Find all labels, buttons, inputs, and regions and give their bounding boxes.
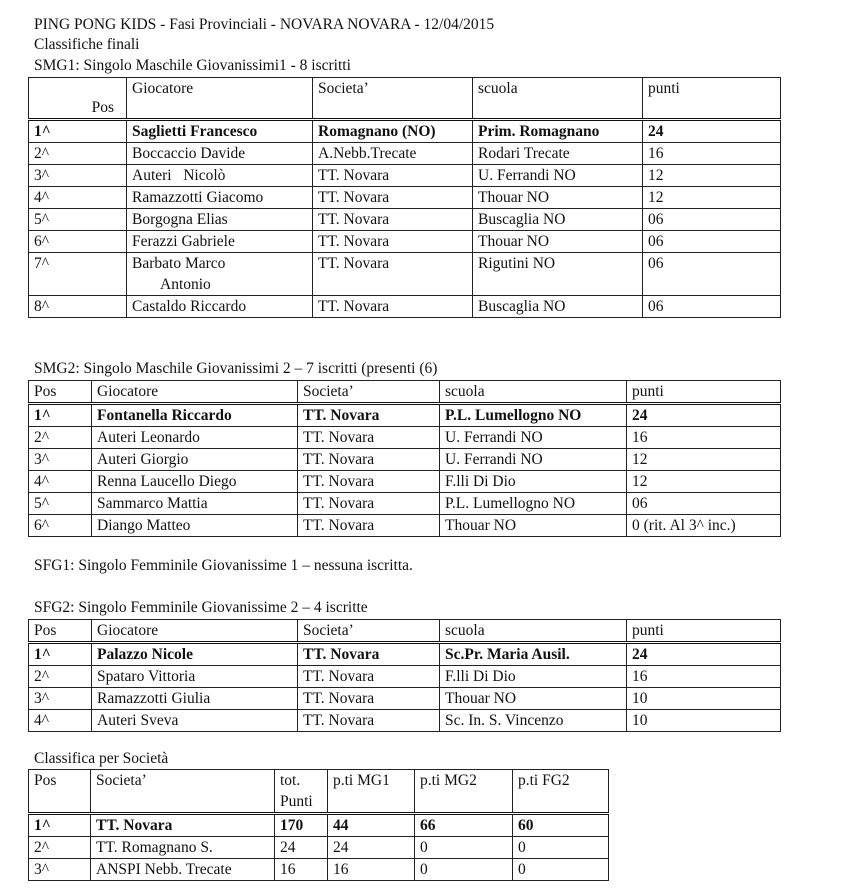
cell-mg2: 0 bbox=[415, 859, 513, 881]
cell-points: 06 bbox=[627, 493, 781, 515]
cell-school: F.lli Di Dio bbox=[440, 666, 627, 688]
header-school: scuola bbox=[440, 381, 627, 404]
smg1-title: SMG1: Singolo Maschile Giovanissimi1 - 8 iscritti bbox=[34, 57, 351, 74]
cell-pos: 1^ bbox=[29, 643, 92, 666]
table-row bbox=[29, 120, 781, 143]
header-club: Societa’ bbox=[298, 381, 440, 404]
cell-player: Boccaccio Davide bbox=[127, 143, 313, 165]
cell-school: Thouar NO bbox=[440, 688, 627, 710]
cell-school: P.L. Lumellogno NO bbox=[440, 493, 627, 515]
cell-mg2: 66 bbox=[415, 814, 513, 837]
header-club: Societa’ bbox=[298, 620, 440, 643]
table-header-row bbox=[29, 381, 781, 404]
table-row bbox=[29, 143, 781, 165]
cell-school: Thouar NO bbox=[473, 187, 643, 209]
cell-mg1: 16 bbox=[328, 859, 415, 881]
cell-school: Prim. Romagnano bbox=[473, 120, 643, 143]
clubs-title: Classifica per Società bbox=[34, 750, 169, 767]
cell-points: 10 bbox=[627, 710, 781, 732]
header-total-line1: tot. bbox=[280, 772, 301, 789]
cell-player: Auteri Sveva bbox=[92, 710, 298, 732]
sfg2-table bbox=[28, 619, 781, 732]
cell-mg2: 0 bbox=[415, 837, 513, 859]
table-row bbox=[29, 427, 781, 449]
cell-pos: 2^ bbox=[29, 427, 92, 449]
cell-points: 0 (rit. Al 3^ inc.) bbox=[627, 515, 781, 537]
player-first-line: Barbato Marco bbox=[132, 255, 226, 272]
cell-mg1: 24 bbox=[328, 837, 415, 859]
cell-pos: 5^ bbox=[29, 209, 127, 231]
cell-player: Borgogna Elias bbox=[127, 209, 313, 231]
cell-pos: 2^ bbox=[29, 666, 92, 688]
cell-school: Rigutini NO bbox=[473, 253, 643, 296]
table-header-row bbox=[29, 620, 781, 643]
table-row bbox=[29, 231, 781, 253]
header-mg2: p.ti MG2 bbox=[415, 770, 513, 814]
cell-school: U. Ferrandi NO bbox=[473, 165, 643, 187]
cell-points: 06 bbox=[643, 231, 781, 253]
cell-player: Saglietti Francesco bbox=[127, 120, 313, 143]
table-row bbox=[29, 837, 609, 859]
table-row bbox=[29, 253, 781, 296]
table-row bbox=[29, 814, 609, 837]
cell-school: U. Ferrandi NO bbox=[440, 449, 627, 471]
smg1-table bbox=[28, 77, 781, 318]
header-pos: Pos bbox=[29, 620, 92, 643]
header-pos: Pos bbox=[29, 381, 92, 404]
cell-mg1: 44 bbox=[328, 814, 415, 837]
cell-pos: 2^ bbox=[29, 143, 127, 165]
header-fg2: p.ti FG2 bbox=[513, 770, 609, 814]
table-row bbox=[29, 710, 781, 732]
header-total bbox=[275, 770, 328, 814]
cell-club: TT. Novara bbox=[313, 231, 473, 253]
cell-player: Auteri Nicolò bbox=[127, 165, 313, 187]
header-player: Giocatore bbox=[92, 620, 298, 643]
cell-club: TT. Novara bbox=[298, 666, 440, 688]
cell-pos: 2^ bbox=[29, 837, 91, 859]
header-points: punti bbox=[643, 78, 781, 120]
cell-player: Sammarco Mattia bbox=[92, 493, 298, 515]
cell-school: Sc.Pr. Maria Ausil. bbox=[440, 643, 627, 666]
cell-school: Thouar NO bbox=[473, 231, 643, 253]
cell-player: Renna Laucello Diego bbox=[92, 471, 298, 493]
cell-pos: 1^ bbox=[29, 120, 127, 143]
cell-school: F.lli Di Dio bbox=[440, 471, 627, 493]
cell-school: Buscaglia NO bbox=[473, 209, 643, 231]
cell-pos: 5^ bbox=[29, 493, 92, 515]
cell-pos: 4^ bbox=[29, 187, 127, 209]
header-points: punti bbox=[627, 620, 781, 643]
cell-club: TT. Novara bbox=[298, 710, 440, 732]
cell-club: TT. Novara bbox=[298, 515, 440, 537]
cell-club: TT. Novara bbox=[91, 814, 275, 837]
table-row bbox=[29, 515, 781, 537]
cell-points: 12 bbox=[643, 187, 781, 209]
cell-player: Palazzo Nicole bbox=[92, 643, 298, 666]
cell-club: Romagnano (NO) bbox=[313, 120, 473, 143]
cell-club: TT. Novara bbox=[298, 427, 440, 449]
cell-pos: 4^ bbox=[29, 471, 92, 493]
header-mg1: p.ti MG1 bbox=[328, 770, 415, 814]
table-row bbox=[29, 296, 781, 318]
header-pos: Pos bbox=[29, 78, 127, 120]
cell-points: 10 bbox=[627, 688, 781, 710]
cell-points: 06 bbox=[643, 296, 781, 318]
cell-player: Diango Matteo bbox=[92, 515, 298, 537]
cell-total: 24 bbox=[275, 837, 328, 859]
cell-pos: 3^ bbox=[29, 859, 91, 881]
header-player: Giocatore bbox=[92, 381, 298, 404]
cell-club: TT. Novara bbox=[313, 296, 473, 318]
cell-fg2: 60 bbox=[513, 814, 609, 837]
cell-school: Buscaglia NO bbox=[473, 296, 643, 318]
cell-points: 06 bbox=[643, 253, 781, 296]
sfg2-title: SFG2: Singolo Femminile Giovanissime 2 – 4 iscritte bbox=[34, 599, 368, 616]
smg2-title: SMG2: Singolo Maschile Giovanissimi 2 – 7 iscritti (presenti (6) bbox=[34, 360, 438, 377]
cell-player: Castaldo Riccardo bbox=[127, 296, 313, 318]
cell-school: P.L. Lumellogno NO bbox=[440, 404, 627, 427]
cell-pos: 4^ bbox=[29, 710, 92, 732]
cell-points: 24 bbox=[643, 120, 781, 143]
player-second-line: Antonio bbox=[160, 276, 211, 293]
cell-total: 170 bbox=[275, 814, 328, 837]
document-subtitle: Classifiche finali bbox=[34, 36, 140, 53]
table-row bbox=[29, 471, 781, 493]
cell-fg2: 0 bbox=[513, 859, 609, 881]
sfg1-title: SFG1: Singolo Femminile Giovanissime 1 – nessuna iscritta. bbox=[34, 557, 413, 574]
header-school: scuola bbox=[473, 78, 643, 120]
cell-club: TT. Novara bbox=[298, 493, 440, 515]
header-player: Giocatore bbox=[127, 78, 313, 120]
cell-pos: 6^ bbox=[29, 515, 92, 537]
cell-player: Auteri Leonardo bbox=[92, 427, 298, 449]
table-row bbox=[29, 643, 781, 666]
cell-player bbox=[127, 253, 313, 296]
cell-points: 12 bbox=[627, 471, 781, 493]
cell-club: TT. Novara bbox=[313, 165, 473, 187]
cell-club: TT. Novara bbox=[298, 643, 440, 666]
cell-fg2: 0 bbox=[513, 837, 609, 859]
cell-school: Rodari Trecate bbox=[473, 143, 643, 165]
header-club: Societa’ bbox=[313, 78, 473, 120]
table-header-row bbox=[29, 770, 609, 814]
cell-school: Thouar NO bbox=[440, 515, 627, 537]
table-row bbox=[29, 187, 781, 209]
cell-player: Fontanella Riccardo bbox=[92, 404, 298, 427]
cell-points: 16 bbox=[627, 666, 781, 688]
cell-player: Spataro Vittoria bbox=[92, 666, 298, 688]
table-row bbox=[29, 404, 781, 427]
table-header-row bbox=[29, 78, 781, 120]
cell-club: TT. Novara bbox=[313, 253, 473, 296]
header-club: Societa’ bbox=[91, 770, 275, 814]
cell-club: TT. Novara bbox=[298, 404, 440, 427]
cell-club: A.Nebb.Trecate bbox=[313, 143, 473, 165]
cell-total: 16 bbox=[275, 859, 328, 881]
table-row bbox=[29, 688, 781, 710]
cell-club: TT. Novara bbox=[313, 209, 473, 231]
table-row bbox=[29, 666, 781, 688]
smg2-table bbox=[28, 380, 781, 537]
cell-player: Ramazzotti Giulia bbox=[92, 688, 298, 710]
table-row bbox=[29, 209, 781, 231]
cell-club: ANSPI Nebb. Trecate bbox=[91, 859, 275, 881]
clubs-table bbox=[28, 769, 609, 881]
cell-player: Auteri Giorgio bbox=[92, 449, 298, 471]
cell-points: 16 bbox=[643, 143, 781, 165]
cell-pos: 3^ bbox=[29, 165, 127, 187]
cell-pos: 7^ bbox=[29, 253, 127, 296]
cell-points: 12 bbox=[643, 165, 781, 187]
cell-player: Ramazzotti Giacomo bbox=[127, 187, 313, 209]
header-pos: Pos bbox=[29, 770, 91, 814]
cell-school: Sc. In. S. Vincenzo bbox=[440, 710, 627, 732]
header-total-line2: Punti bbox=[280, 793, 313, 810]
cell-club: TT. Novara bbox=[298, 449, 440, 471]
cell-pos: 3^ bbox=[29, 688, 92, 710]
cell-pos: 3^ bbox=[29, 449, 92, 471]
cell-points: 12 bbox=[627, 449, 781, 471]
cell-player: Ferazzi Gabriele bbox=[127, 231, 313, 253]
cell-points: 24 bbox=[627, 643, 781, 666]
cell-club: TT. Romagnano S. bbox=[91, 837, 275, 859]
cell-points: 24 bbox=[627, 404, 781, 427]
cell-pos: 6^ bbox=[29, 231, 127, 253]
cell-points: 06 bbox=[643, 209, 781, 231]
cell-club: TT. Novara bbox=[298, 471, 440, 493]
table-row bbox=[29, 859, 609, 881]
cell-school: U. Ferrandi NO bbox=[440, 427, 627, 449]
table-row bbox=[29, 449, 781, 471]
cell-club: TT. Novara bbox=[313, 187, 473, 209]
cell-pos: 1^ bbox=[29, 404, 92, 427]
document-title: PING PONG KIDS - Fasi Provinciali - NOVARA NOVARA - 12/04/2015 bbox=[34, 16, 495, 33]
header-points: punti bbox=[627, 381, 781, 404]
cell-pos: 8^ bbox=[29, 296, 127, 318]
cell-points: 16 bbox=[627, 427, 781, 449]
header-school: scuola bbox=[440, 620, 627, 643]
cell-club: TT. Novara bbox=[298, 688, 440, 710]
cell-pos: 1^ bbox=[29, 814, 91, 837]
table-row bbox=[29, 165, 781, 187]
table-row bbox=[29, 493, 781, 515]
